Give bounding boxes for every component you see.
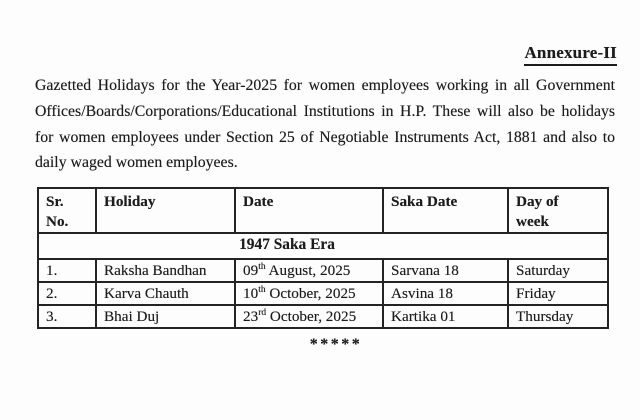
intro-paragraph (35, 73, 615, 176)
cell-holiday: Karva Chauth (96, 282, 235, 305)
date-ordinal: th (258, 261, 266, 272)
cell-date (235, 305, 383, 328)
cell-saka-date: Asvina 18 (383, 282, 508, 305)
header-holiday (96, 188, 235, 233)
cell-sr-no: 2. (38, 282, 96, 305)
header-sr-no (38, 188, 96, 233)
cell-day-of-week: Thursday (508, 305, 608, 328)
date-rest: August, 2025 (265, 262, 351, 279)
header-holiday-label: Holiday (104, 193, 156, 210)
header-sr-no-label: Sr. No. (46, 193, 69, 230)
table-row (38, 282, 608, 305)
cell-saka-date: Kartika 01 (383, 305, 508, 328)
cell-saka-date: Sarvana 18 (383, 259, 508, 282)
intro-line-2: Offices/Boards/Corporations/Educational Institutions in H.P. These will also be holidays (35, 102, 615, 120)
date-day: 23 (243, 308, 259, 325)
header-date-label: Date (243, 193, 274, 210)
date-rest: October, 2025 (266, 308, 357, 325)
cell-holiday: Raksha Bandhan (96, 259, 235, 282)
header-saka-date-label: Saka Date (391, 193, 458, 210)
footer-stars: ***** (309, 336, 363, 353)
holidays-table (37, 187, 609, 329)
table-row (38, 305, 608, 328)
intro-line-1: Gazetted Holidays for the Year-2025 for women employees working in all Government (35, 77, 615, 94)
cell-day-of-week: Saturday (508, 259, 608, 282)
cell-day-of-week: Friday (508, 282, 608, 305)
cell-holiday: Bhai Duj (96, 305, 235, 328)
date-day: 09 (243, 262, 259, 279)
header-day-of-week (508, 188, 608, 233)
saka-era-row (38, 233, 608, 259)
annexure-heading: Annexure-II (524, 43, 617, 66)
header-date (235, 188, 383, 233)
date-ordinal: rd (258, 307, 267, 318)
header-day-of-week-label: Day of week (516, 193, 559, 230)
date-day: 10 (243, 285, 259, 302)
saka-era-label: 1947 Saka Era (38, 233, 608, 259)
table-row (38, 259, 608, 282)
header-saka-date (383, 188, 508, 233)
intro-line-4: daily waged women employees. (35, 154, 238, 172)
cell-date (235, 282, 383, 305)
cell-date (235, 259, 383, 282)
intro-line-3: for women employees under Section 25 of Negotiable Instruments Act, 1881 and also to (35, 128, 615, 146)
table-header-row (38, 188, 608, 233)
date-ordinal: th (258, 284, 266, 295)
cell-sr-no: 3. (38, 305, 96, 328)
cell-sr-no: 1. (38, 259, 96, 282)
date-rest: October, 2025 (265, 285, 356, 302)
